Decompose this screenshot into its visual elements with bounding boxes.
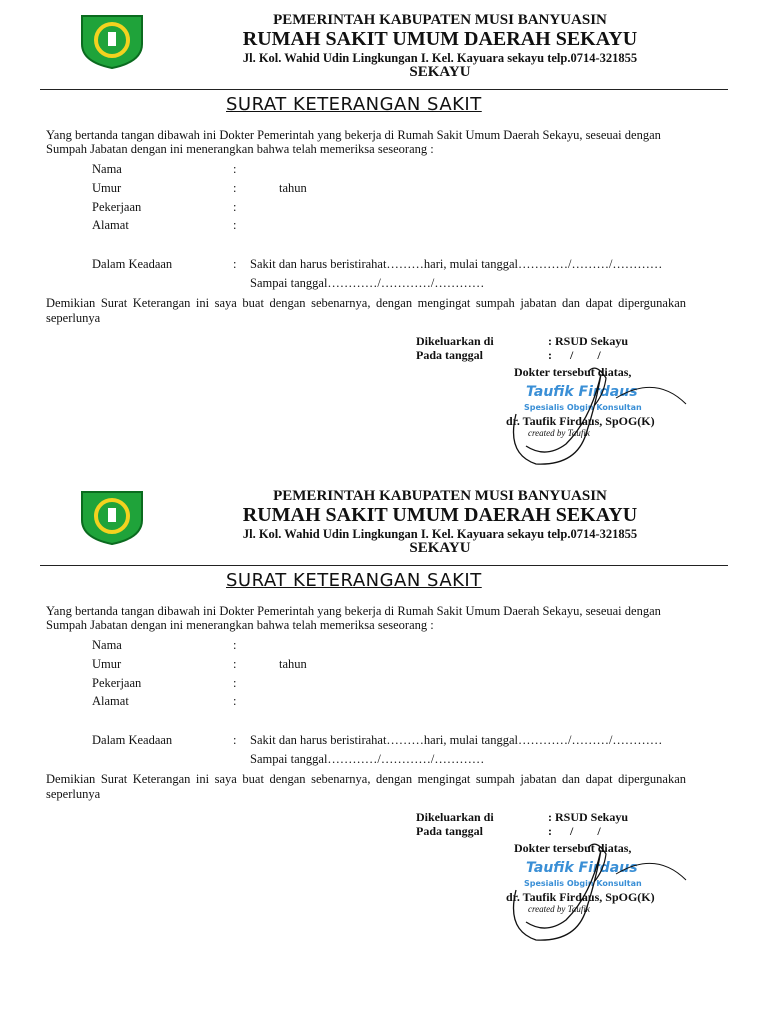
issued-label: Dikeluarkan di (416, 334, 494, 348)
document-title: SURAT KETERANGAN SAKIT (226, 94, 482, 115)
field-colon: : (233, 733, 237, 747)
header-hospital: RUMAH SAKIT UMUM DAERAH SEKAYU (242, 28, 638, 50)
header-address: Jl. Kol. Wahid Udin Lingkungan I. Kel. Kayuara sekayu telp.0714-321855 (242, 51, 638, 65)
header-address: Jl. Kol. Wahid Udin Lingkungan I. Kel. Kayuara sekayu telp.0714-321855 (242, 527, 638, 541)
stamp-name: Taufik Firdaus (526, 860, 638, 876)
date-value: : / / (548, 348, 601, 362)
issued-label: Dikeluarkan di (416, 810, 494, 824)
header-city: SEKAYU (409, 540, 471, 556)
field-label-umur: Umur (92, 657, 122, 671)
document-title: SURAT KETERANGAN SAKIT (226, 570, 482, 591)
field-unit-tahun: tahun (279, 657, 307, 671)
doctor-stamp-signature (496, 810, 736, 950)
field-colon: : (233, 657, 237, 671)
stamp-specialty: Spesialis Obgin Konsultan (524, 879, 642, 888)
created-by-note: created by Taufik (528, 428, 590, 438)
header-divider (40, 565, 728, 566)
field-colon: : (233, 218, 237, 232)
closing-paragraph: Demikian Surat Keterangan ini saya buat dengan sebenarnya, dengan mengingat sumpah jabatan dan dapat dipergunakan seperlunya (46, 772, 686, 801)
doctor-name: dr. Taufik Firdaus, SpOG(K) (506, 414, 655, 428)
issued-value: : RSUD Sekayu (548, 334, 629, 348)
date-label: Pada tanggal (416, 348, 484, 362)
field-colon: : (233, 200, 237, 214)
keadaan-line-1: Sakit dan harus beristirahat………hari, mulai tanggal…………/………/………… (250, 733, 663, 747)
certificate-form-1 (0, 0, 768, 470)
field-colon: : (233, 638, 237, 652)
header-government: PEMERINTAH KABUPATEN MUSI BANYUASIN (273, 12, 607, 28)
date-value: : / / (548, 824, 601, 838)
field-colon: : (233, 676, 237, 690)
field-label-alamat: Alamat (92, 694, 129, 708)
intro-paragraph: Yang bertanda tangan dibawah ini Dokter Pemerintah yang bekerja di Rumah Sakit Umum Daerah Sekayu, seseuai dengan Sumpah Jabatan dengan ini menerangkan bahwa telah memeriksa seseorang : (46, 128, 661, 156)
field-label-keadaan: Dalam Keadaan (92, 257, 173, 271)
field-label-pekerjaan: Pekerjaan (92, 676, 142, 690)
doctor-stamp-signature (496, 334, 736, 474)
intro-paragraph: Yang bertanda tangan dibawah ini Dokter Pemerintah yang bekerja di Rumah Sakit Umum Daerah Sekayu, seseuai dengan Sumpah Jabatan dengan ini menerangkan bahwa telah memeriksa seseorang : (46, 604, 661, 632)
issued-value: : RSUD Sekayu (548, 810, 629, 824)
field-unit-tahun: tahun (279, 181, 307, 195)
stamp-specialty: Spesialis Obgin Konsultan (524, 403, 642, 412)
field-colon: : (233, 694, 237, 708)
created-by-note: created by Taufik (528, 904, 590, 914)
field-colon: : (233, 257, 237, 271)
field-colon: : (233, 162, 237, 176)
certificate-form-2 (0, 476, 768, 946)
keadaan-line-1: Sakit dan harus beristirahat………hari, mulai tanggal…………/………/………… (250, 257, 663, 271)
date-label: Pada tanggal (416, 824, 484, 838)
stamp-name: Taufik Firdaus (526, 384, 638, 400)
field-label-umur: Umur (92, 181, 122, 195)
header-divider (40, 89, 728, 90)
field-label-keadaan: Dalam Keadaan (92, 733, 173, 747)
field-label-pekerjaan: Pekerjaan (92, 200, 142, 214)
keadaan-line-2: Sampai tanggal…………/…………/………… (250, 752, 485, 766)
doctor-label: Dokter tersebut diatas, (514, 841, 632, 855)
field-label-nama: Nama (92, 162, 122, 176)
doctor-name: dr. Taufik Firdaus, SpOG(K) (506, 890, 655, 904)
doctor-label: Dokter tersebut diatas, (514, 365, 632, 379)
regency-logo-icon (78, 12, 146, 70)
header-government: PEMERINTAH KABUPATEN MUSI BANYUASIN (273, 488, 607, 504)
regency-logo-icon (78, 488, 146, 546)
header-city: SEKAYU (409, 64, 471, 80)
header-hospital: RUMAH SAKIT UMUM DAERAH SEKAYU (242, 504, 638, 526)
field-label-alamat: Alamat (92, 218, 129, 232)
keadaan-line-2: Sampai tanggal…………/…………/………… (250, 276, 485, 290)
field-colon: : (233, 181, 237, 195)
field-label-nama: Nama (92, 638, 122, 652)
closing-paragraph: Demikian Surat Keterangan ini saya buat dengan sebenarnya, dengan mengingat sumpah jabatan dan dapat dipergunakan seperlunya (46, 296, 686, 325)
